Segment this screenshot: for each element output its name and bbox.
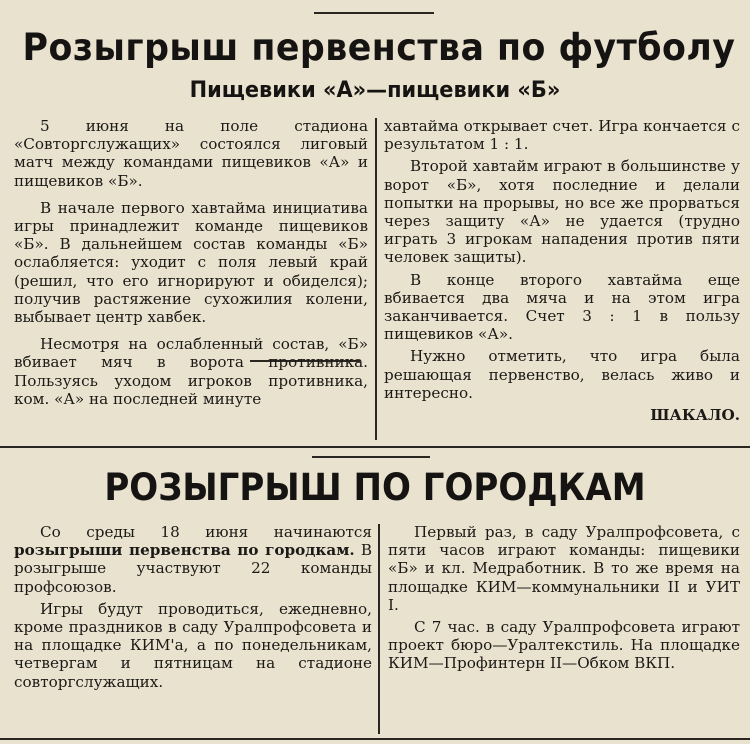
paragraph: [14, 523, 372, 596]
column-divider-1: [375, 118, 377, 440]
article1-column-right: [384, 117, 740, 433]
text-span: Со среды 18 июня начинаются: [40, 523, 372, 541]
article2-title: РОЗЫГРЫШ ПО ГОРОДКАМ: [104, 466, 646, 509]
paragraph: Первый раз, в саду Уралпрофсовета, с пяти часов играют команды: пищевики «Б» и кл. Медработник. В то же время на площадке КИМ—коммунальники II и УИТ I.: [388, 523, 740, 614]
paragraph: Несмотря на ослабленный состав, «Б» вбивает мяч в ворота противника. Пользуясь уходом игроков противника, ком. «А» на последней минуте: [14, 335, 368, 408]
paragraph: В конце второго хавтайма еще вбивается два мяча и на этом игра заканчивается. Счет 3 : 1 в пользу пищевиков «А».: [384, 270, 740, 344]
paragraph: Нужно отметить, что игра была решающая первенство, велась живо и интересно.: [384, 347, 740, 402]
bottom-rule: [0, 738, 750, 740]
column-divider-2: [378, 524, 380, 734]
paragraph: 5 июня на поле стадиона «Совторгслужащих» состоялся лиговый матч между командами пищевиков «А» и пищевиков «Б».: [14, 117, 368, 190]
article1-title: Розыгрыш первенства по футболу: [22, 26, 736, 69]
article2-column-right: [388, 523, 740, 677]
article2-column-left: [14, 523, 372, 695]
article1-subtitle: Пищевики «А»—пищевики «Б»: [189, 78, 561, 103]
signature: ШАКАЛО.: [650, 406, 740, 425]
text-span: В розыгрыше участвуют 22 команды профсоюзов.: [14, 541, 372, 596]
paragraph: хавтайма открывает счет. Игра кончается с результатом 1 : 1.: [384, 117, 740, 154]
paragraph: Игры будут проводиться, ежедневно, кроме праздников в саду Уралпрофсовета и на площадке КИМ'а, а по понедельникам, четвергам и пятницам на стадионе совторгслужащих.: [14, 599, 372, 691]
top-rule: [314, 12, 434, 14]
paragraph: С 7 час. в саду Уралпрофсовета играют проект бюро—Уралтекстиль. На площадке КИМ—Профинтерн II—Обком ВКП.: [388, 618, 740, 673]
section-short-rule: [312, 456, 430, 458]
paragraph: В начале первого хавтайма инициатива игры принадлежит команде пищевиков «Б». В дальнейшем состав команды «Б» ослабляется: уходит с поля левый край (решил, что его игнорируют и обиделся); получив растяжение сухожилия колени, выбывает центр хавбек.: [14, 198, 368, 327]
paragraph: Второй хавтайм играют в большинстве у ворот «Б», хотя последние и делали попытки на прорывы, но все же прорваться через защиту «А» не удается (трудно играть 3 игрокам нападения против пяти человек защиты).: [384, 157, 740, 267]
emphasis-text: розыгрыши первенства по городкам.: [14, 541, 355, 560]
article1-column-left: [14, 117, 368, 417]
section-rule: [0, 446, 750, 448]
